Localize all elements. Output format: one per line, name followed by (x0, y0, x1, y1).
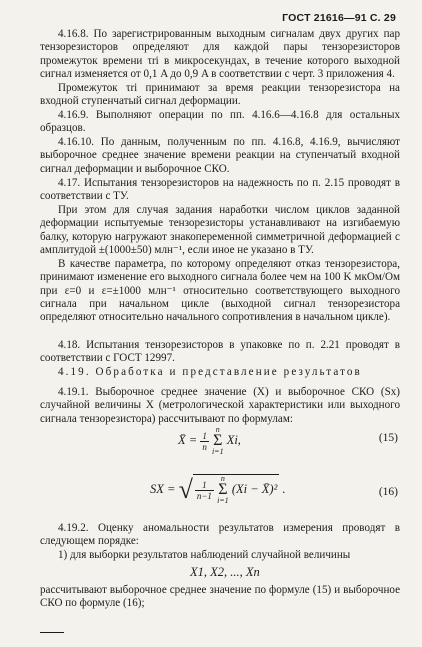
footer-rule (40, 632, 64, 633)
paragraph-failure-param: В качестве параметра, по которому определяют отказ тензорезистора, принимают изменение его выходного сигнала более чем на 100 K мкОм/Ом при ε=0 и ε=±1000 млн⁻¹ относительно соответствующего выходного сигнала при начальном цикле (выходной сигнал тензорезистора определяют относительно начального сопротивления в начальном цикле). (40, 258, 400, 324)
formula-15-sum: n Σ i=1 (211, 425, 224, 456)
radical-sign: √ (178, 475, 193, 504)
paragraph-4-18: 4.18. Испытания тензорезисторов в упаковке по п. 2.21 проводят в соответствии с ГОСТ 12997. (40, 339, 400, 365)
formula-16-lhs: SX = (150, 481, 176, 496)
paragraph-4-17: 4.17. Испытания тензорезисторов на надежность по п. 2.15 проводят в соответствии с ТУ. (40, 177, 400, 203)
formula-16-fraction: $\frac{1}{n-1}$ (196, 479, 212, 501)
formula-15-number: (15) (378, 432, 398, 444)
paragraph-4-16-8: 4.16.8. По зарегистрированным выходным сигналам двух других пар тензорезисторов определяют для каждой пары тензорезисторов промежуток времени τri в микросекундах, в течение которого выходной сигнал изменяется от 0,1 A до 0,9 A в соответствии с черт. 3 приложения 4. (40, 28, 400, 80)
formula-16-number: (16) (378, 486, 398, 498)
paragraph-reaction-time: Промежуток τri принимают за время реакции тензорезистора на входной ступенчатый сигнал деформации. (40, 82, 400, 108)
paragraph-compute: рассчитывают выборочное среднее значение по формуле (15) и выборочное СКО по формуле (16); (40, 584, 400, 610)
formula-16-body: (Xi − X̄)² (231, 481, 278, 496)
paragraph-4-16-10: 4.16.10. По данным, полученным по пп. 4.16.8, 4.16.9, вычисляют выборочное среднее значение времени реакции на ступенчатый входной сигнал деформации и выборочное СКО. (40, 136, 400, 175)
formula-15-fraction: $\frac{1}{n}$ (202, 430, 207, 452)
paragraph-cycles: При этом для случая задания наработки числом циклов заданной деформации испытуемые тензорезисторы устанавливают на изгибаемую балку, которую нагружают знакопеременной симметричной деформацией с амплитудой ±(1000±50) млн⁻¹, если иное не указано в ТУ. (40, 204, 400, 256)
page-header: ГОСТ 21616—91 С. 29 (282, 12, 396, 24)
paragraph-4-19-1: 4.19.1. Выборочное среднее значение (X) и выборочное СКО (Sx) случайной величины X (метрологической характеристики или выходного сигнала тензорезистора) рассчитывают по формулам: (40, 386, 400, 425)
formula-16 (150, 474, 286, 505)
formula-15-lhs: X̄ = (178, 432, 198, 447)
section-title-4-19: 4.19. Обработка и представление результатов (58, 366, 362, 378)
formula-16-sum: n Σ i=1 (217, 474, 229, 505)
formula-sample: X1, X2, ..., Xn (190, 565, 260, 579)
formula-16-tail: . (282, 481, 286, 496)
paragraph-4-16-9: 4.16.9. Выполняют операции по пп. 4.16.6—4.16.8 для остальных образцов. (40, 109, 400, 135)
formula-16-radicand (193, 474, 279, 505)
paragraph-sample-step: 1) для выборки результатов наблюдений случайной величины (58, 549, 351, 561)
formula-15 (178, 426, 241, 456)
paragraph-4-19-2: 4.19.2. Оценку аномальности результатов измерения проводят в следующем порядке: (40, 522, 400, 548)
formula-15-body: Xi, (226, 432, 241, 447)
